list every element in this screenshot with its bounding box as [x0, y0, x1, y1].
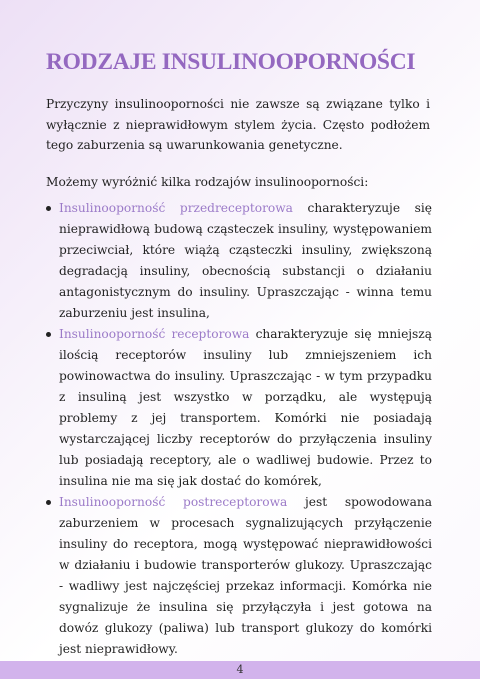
- description-receptor: charakteryzuje się mniejszą ilością receptorów insuliny lub zmniejszeniem ich powinowactwa do insuliny. Upraszczając - w tym przypadku z insuliną jest wszystko w porządku, ale występują problemy z jej transportem. Komórki nie posiadają wystarczającej liczby receptorów do przyłączenia insuliny lub posiadają receptory, ale o wadliwej budowie. Przez to insulina nie ma się jak dostać do komórek,: [59, 327, 432, 488]
- page-title: RODZAJE INSULINOOPORNOŚCI: [46, 49, 416, 75]
- bullet-icon: [46, 332, 51, 337]
- term-receptor: Insulinooporność receptorowa: [59, 327, 250, 341]
- footer-bar: [0, 661, 480, 679]
- bullet-icon: [46, 500, 51, 505]
- list-item-postreceptor: [46, 492, 432, 660]
- term-prereceptor: Insulinooporność przedreceptorowa: [59, 201, 293, 215]
- list-item-receptor: [46, 324, 432, 492]
- intro-paragraph: Przyczyny insulinooporności nie zawsze są związane tylko i wyłącznie z nieprawidłowym stylem życia. Często podłożem tego zaburzenia są uwarunkowania genetyczne.: [46, 97, 430, 152]
- insulin-resistance-types-list: [46, 198, 432, 660]
- page-number: 4: [236, 663, 244, 676]
- list-item-prereceptor: [46, 198, 432, 324]
- bullet-icon: [46, 206, 51, 211]
- term-postreceptor: Insulinooporność postreceptorowa: [59, 495, 288, 509]
- description-prereceptor: charakteryzuje się nieprawidłową budową cząsteczek insuliny, występowaniem przeciwciał, które wiążą cząsteczki insuliny, zwiększoną degradacją insuliny, obecnością substancji o działaniu antagonistycznym do insuliny. Upraszczając - winna temu zaburzeniu jest insulina,: [59, 201, 432, 320]
- description-postreceptor: jest spowodowana zaburzeniem w procesach sygnalizujących przyłączenie insuliny do receptora, mogą występować nieprawidłowości w działaniu i budowie transporterów glukozy. Upraszczając - wadliwy jest najczęściej przekaz informacji. Komórka nie sygnalizuje że insulina się przyłączyła i jest gotowa na dowóz glukozy (paliwa) lub transport glukozy do komórki jest nieprawidłowy.: [59, 495, 432, 656]
- lead-paragraph: Możemy wyróżnić kilka rodzajów insulinooporności:: [46, 175, 369, 189]
